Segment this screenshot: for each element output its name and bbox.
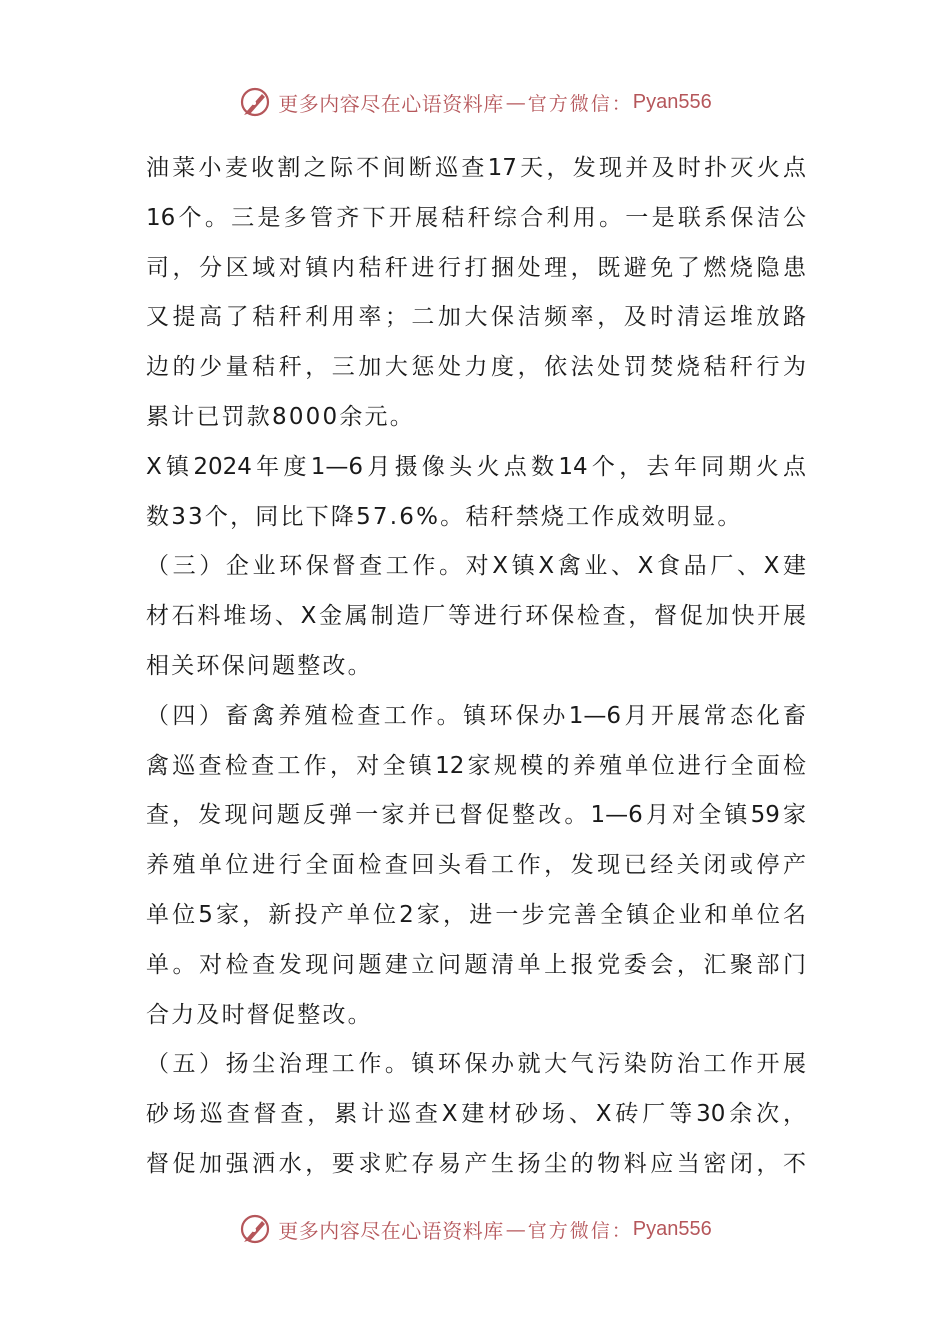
- watermark-footer: [0, 1209, 950, 1249]
- watermark-wechat-label: 官方微信：: [527, 1219, 633, 1242]
- watermark-brand: 更多内容尽在心语资料库: [278, 1218, 504, 1243]
- text-line: 查，发现问题反弹一家并已督促整改。1—6月对全镇59家: [146, 802, 806, 829]
- text-line: 督促加强洒水，要求贮存易产生扬尘的物料应当密闭，不: [146, 1150, 806, 1177]
- text-line: 单。对检查发现问题建立问题清单上报党委会，汇聚部门: [146, 951, 806, 978]
- text-line: 边的少量秸秆，三加大惩处力度，依法处罚焚烧秸秆行为: [146, 354, 806, 381]
- watermark-brand: 更多内容尽在心语资料库: [278, 91, 504, 116]
- text-line: 相关环保问题整改。: [146, 652, 373, 679]
- watermark-separator: —: [505, 1217, 526, 1241]
- text-line: 养殖单位进行全面检查回头看工作，发现已经关闭或停产: [146, 852, 806, 879]
- document-body: [146, 144, 806, 1190]
- text-line: 司，分区域对镇内秸秆进行打捆处理，既避免了燃烧隐患: [146, 254, 806, 281]
- text-line: X镇2024年度1—6月摄像头火点数14个，去年同期火点: [146, 453, 806, 480]
- pen-logo-icon: [238, 85, 272, 119]
- watermark-separator: —: [505, 90, 526, 114]
- text-line: （三）企业环保督查工作。对X镇X禽业、X食品厂、X建: [146, 553, 806, 580]
- text-line: （五）扬尘治理工作。镇环保办就大气污染防治工作开展: [146, 1051, 806, 1078]
- text-line: 累计已罚款8000余元。: [146, 403, 415, 430]
- watermark-header: [0, 82, 950, 122]
- text-line: 单位5家，新投产单位2家，进一步完善全镇企业和单位名: [146, 901, 806, 928]
- watermark-wechat-label: 官方微信：: [527, 92, 633, 115]
- text-line: 砂场巡查督查，累计巡查X建材砂场、X砖厂等30余次，: [146, 1101, 806, 1128]
- watermark-wechat-id: Pyan556: [632, 90, 712, 113]
- text-line: （四）畜禽养殖检查工作。镇环保办1—6月开展常态化畜: [146, 702, 806, 729]
- text-line: 禽巡查检查工作，对全镇12家规模的养殖单位进行全面检: [146, 752, 806, 779]
- watermark-wechat-id: Pyan556: [632, 1217, 712, 1240]
- text-line: 数33个，同比下降57.6%。秸秆禁烧工作成效明显。: [146, 503, 743, 530]
- text-line: 油菜小麦收割之际不间断巡查17天，发现并及时扑灭火点: [146, 155, 806, 181]
- text-line: 合力及时督促整改。: [146, 1001, 373, 1028]
- text-line: 又提高了秸秆利用率；二加大保洁频率，及时清运堆放路: [146, 304, 806, 331]
- pen-logo-icon: [238, 1212, 272, 1246]
- text-line: 16个。三是多管齐下开展秸秆综合利用。一是联系保洁公: [146, 204, 806, 231]
- text-line: 材石料堆场、X金属制造厂等进行环保检查，督促加快开展: [146, 603, 806, 630]
